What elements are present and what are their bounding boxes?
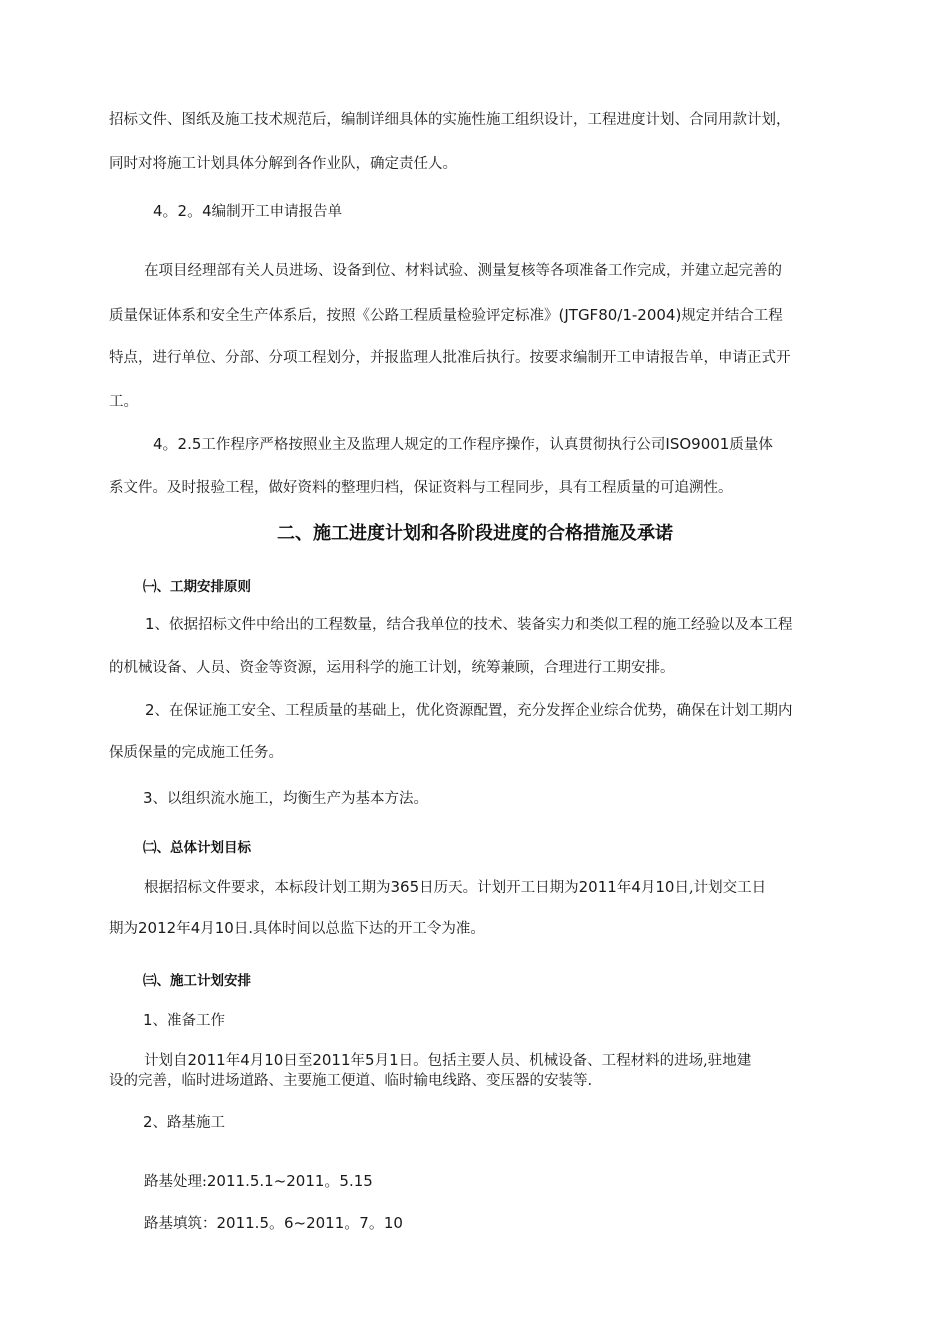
text: 、以组织流水施工，均衡生产为基本方法。 <box>152 791 429 807</box>
paragraph-line <box>109 305 783 326</box>
text: 同时对将施工计划具体分解到各作业队，确定责任人。 <box>109 156 457 172</box>
text: 、准备工作 <box>152 1013 226 1029</box>
schedule-row <box>144 1213 403 1234</box>
list-item <box>143 1010 225 1031</box>
text: 质量体 <box>729 437 773 453</box>
text: 工。 <box>109 394 138 410</box>
text: 、在保证施工安全、工程质量的基础上，优化资源配置，充分发挥企业综合优势，确保在计划工期内 <box>154 703 793 719</box>
text: 规定并结合工程 <box>681 308 783 324</box>
text: 日至 <box>283 1053 313 1069</box>
number: 2012 <box>138 919 177 937</box>
text: 日,计划交工日 <box>674 880 767 896</box>
text: 、路基施工 <box>152 1115 226 1131</box>
schedule-label: 路基填筑： <box>144 1216 217 1232</box>
text: 月 <box>249 1053 265 1069</box>
item-number: 2 <box>145 701 155 719</box>
text: 月 <box>374 1053 390 1069</box>
paragraph-line <box>109 110 791 130</box>
text: 日。包括主要人员、机械设备、工程材料的进场,驻地建 <box>398 1053 752 1069</box>
number: 2011 <box>187 1051 226 1069</box>
text: 招标文件、图纸及施工技术规范后，编制详细具体的实施性施工组织设计，工程进度计划、合同用款计划， <box>109 112 791 128</box>
paragraph-line <box>109 1071 592 1091</box>
text: 设的完善，临时进场道路、主要施工便道、临时输电线路、变压器的安装等. <box>109 1073 593 1089</box>
number: 2011 <box>312 1051 351 1069</box>
paragraph-line <box>109 154 457 174</box>
number: 5 <box>365 1051 375 1069</box>
text: 期为 <box>109 921 138 937</box>
list-item <box>143 1112 225 1133</box>
list-item <box>145 614 793 635</box>
schedule-dates: 2011.5。6~2011。7。10 <box>216 1214 403 1232</box>
text: 根据招标文件要求，本标段计划工期为 <box>144 880 391 896</box>
paragraph-line <box>144 261 782 281</box>
number: 10 <box>214 919 234 937</box>
number: 2011 <box>578 878 617 896</box>
text: 系文件。及时报验工程，做好资料的整理归档，保证资料与工程同步，具有工程质量的可追溯性。 <box>109 480 733 496</box>
paragraph-line <box>109 743 283 763</box>
text: 特点，进行单位、分部、分项工程划分，并报监理人批准后执行。按要求编制开工申请报告单，申请正式开 <box>109 350 791 366</box>
paragraph-line <box>109 348 791 368</box>
text: 年 <box>616 880 632 896</box>
number: 4 <box>240 1051 250 1069</box>
paragraph-line <box>144 877 766 898</box>
paragraph-line <box>144 1050 751 1071</box>
section-number: 4。2。4 <box>153 202 212 220</box>
text: 月 <box>200 921 215 937</box>
paragraph-line <box>109 918 485 939</box>
chapter-heading: 二、施工进度计划和各阶段进度的合格措施及承诺 <box>277 523 673 544</box>
text: 在项目经理部有关人员进场、设备到位、材料试验、测量复核等各项准备工作完成，并建立起完善的 <box>144 263 782 279</box>
text: 工作程序严格按照业主及监理人规定的工作程序操作，认真贯彻执行公司 <box>201 437 666 453</box>
text: 、依据招标文件中给出的工程数量，结合我单位的技术、装备实力和类似工程的施工经验以及本工程 <box>154 617 793 633</box>
schedule-dates: 2011.5.1~2011。5.15 <box>206 1172 373 1190</box>
subsection-title: ㈢、施工计划安排 <box>143 973 251 989</box>
iso-code: ISO9001 <box>665 435 730 453</box>
text: 日历天。计划开工日期为 <box>419 880 579 896</box>
text: 计划自 <box>144 1053 188 1069</box>
item-number: 1 <box>143 1011 153 1029</box>
standard-code: (JTGF80/1-2004) <box>558 306 682 324</box>
schedule-row <box>144 1171 373 1192</box>
subsection-title: ㈠、工期安排原则 <box>143 579 251 595</box>
text: 质量保证体系和安全生产体系后，按照《公路工程质量检验评定标准》 <box>109 308 559 324</box>
item-number: 3 <box>143 789 153 807</box>
text: 年 <box>225 1053 241 1069</box>
paragraph-line <box>153 434 773 455</box>
item-number: 1 <box>145 615 155 633</box>
schedule-label: 路基处理: <box>144 1174 207 1190</box>
number: 10 <box>264 1051 284 1069</box>
text: 日.具体时间以总监下达的开工令为准。 <box>233 921 485 937</box>
subsection-title: ㈡、总体计划目标 <box>143 840 251 856</box>
list-item <box>145 700 793 721</box>
text: 年 <box>350 1053 366 1069</box>
section-title: 编制开工申请报告单 <box>211 204 343 220</box>
number: 4 <box>631 878 641 896</box>
section-4-2-4 <box>153 201 342 222</box>
number: 10 <box>655 878 675 896</box>
section-number: 4。2.5 <box>153 435 202 453</box>
list-item <box>143 788 428 809</box>
paragraph-line <box>109 392 138 412</box>
paragraph-line <box>109 478 733 498</box>
text: 月 <box>640 880 656 896</box>
text: 年 <box>176 921 191 937</box>
number: 4 <box>190 919 201 937</box>
paragraph-line <box>109 658 675 678</box>
number: 365 <box>390 878 420 896</box>
number: 1 <box>389 1051 399 1069</box>
text: 的机械设备、人员、资金等资源，运用科学的施工计划，统筹兼顾，合理进行工期安排。 <box>109 660 675 676</box>
text: 保质保量的完成施工任务。 <box>109 745 283 761</box>
item-number: 2 <box>143 1113 153 1131</box>
